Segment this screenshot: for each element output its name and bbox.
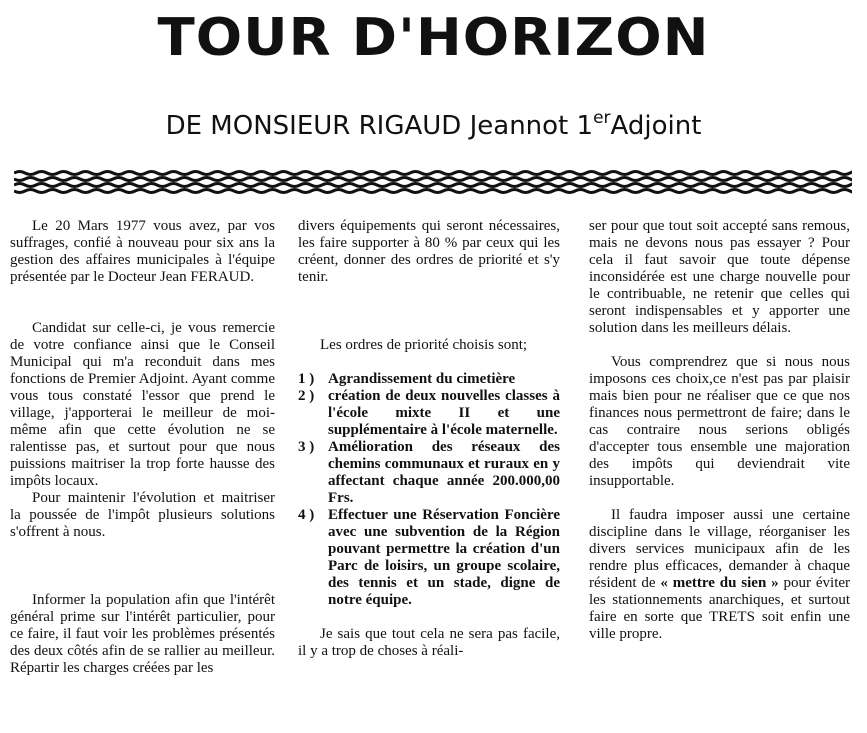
priority-list: [298, 371, 560, 609]
subtitle-name: DE MONSIEUR RIGAUD Jeannot: [165, 111, 569, 141]
subtitle-role: Adjoint: [610, 111, 702, 141]
paragraph: Le 20 Mars 1977 vous avez, par vos suffrages, confié à nouveau pour six ans la gestion des affaires municipales à l'équipe présentée par le Docteur Jean FERAUD.: [10, 218, 275, 285]
paragraph: Il faudra imposer aussi une certaine discipline dans le village, réorganiser les divers services municipaux afin de les rendre plus efficaces, demander à chaque résident de « mettre du sien » pour éviter les stationnements anarchiques, et surtout faire en sorte que TRETS soit enfin une ville propre.: [589, 507, 851, 642]
paragraph: divers équipements qui seront nécessaires, les faire supporter à 80 % par ceux qui les créent, donner des ordres de priorité et s'y tenir.: [298, 218, 560, 285]
paragraph: Pour maintenir l'évolution et maitriser la poussée de l'impôt plusieurs solutions s'offrent à nous.: [10, 490, 275, 540]
paragraph: Vous comprendrez que si nous nous imposons ces choix,ce n'est pas par plaisir mais bien pour ne réaliser que ce que nos finances nous permettront de faire; dans le cas contraire nous serions obligés d'accepter tous ensemble une majoration des impôts qui deviendrait vite insupportable.: [589, 354, 850, 489]
decorative-wave-divider: [14, 168, 852, 198]
list-item: 4 ) Effectuer une Réservation Foncière avec une subvention de la Région pouvant permettre la création d'un Parc de loisirs, un groupe scolaire, des tennis et un stade, digne de notre équipe.: [298, 507, 560, 608]
column-3: [589, 218, 850, 643]
paragraph: ser pour que tout soit accepté sans remous, mais ne devons nous pas essayer ? Pour cela il faut savoir que toute dépense inconsidérée est une charge nouvelle pour le contribuable, ne retenir que celles qui seront indispensables et y apporter une solution dans les meilleurs délais.: [589, 218, 850, 336]
column-1: [10, 218, 275, 677]
article-subtitle: [0, 108, 867, 141]
column-2: [298, 218, 560, 660]
paragraph: Je sais que tout cela ne sera pas facile, il y a trop de choses à réali-: [298, 626, 560, 659]
list-item: 1 ) Agrandissement du cimetière: [298, 371, 516, 387]
subtitle-ordinal: 1er: [576, 108, 611, 141]
paragraph: Les ordres de priorité choisis sont;: [320, 337, 528, 353]
paragraph: Candidat sur celle-ci, je vous remercie de votre confiance ainsi que le Conseil Municipal qui m'a reconduit dans mes fonctions de Premier Adjoint. Ayant comme vous tous constaté l'essor que prend le village, j'apporterai le meilleur de moi-même afin que cette évolution ne se ralentisse pas, et surtout pour que nous puissions maitriser la trop forte hausse des impôts locaux.: [10, 320, 275, 489]
list-item: 3 ) Amélioration des réseaux des chemins communaux et ruraux en y affectant chaque année 200.000,00 Frs.: [298, 439, 560, 506]
emphasis-text: « mettre du sien »: [660, 575, 779, 591]
article-title: TOUR D'HORIZON: [157, 8, 710, 68]
paragraph: Informer la population afin que l'intérêt général prime sur l'intérêt particulier, pour ce faire, il faut voir les problèmes présentés des deux côtés afin de se rallier au meilleur. Répartir les charges créées par les: [10, 592, 275, 676]
list-item: 2 ) création de deux nouvelles classes à l'école mixte II et une supplémentaire à l'école maternelle.: [298, 388, 560, 438]
